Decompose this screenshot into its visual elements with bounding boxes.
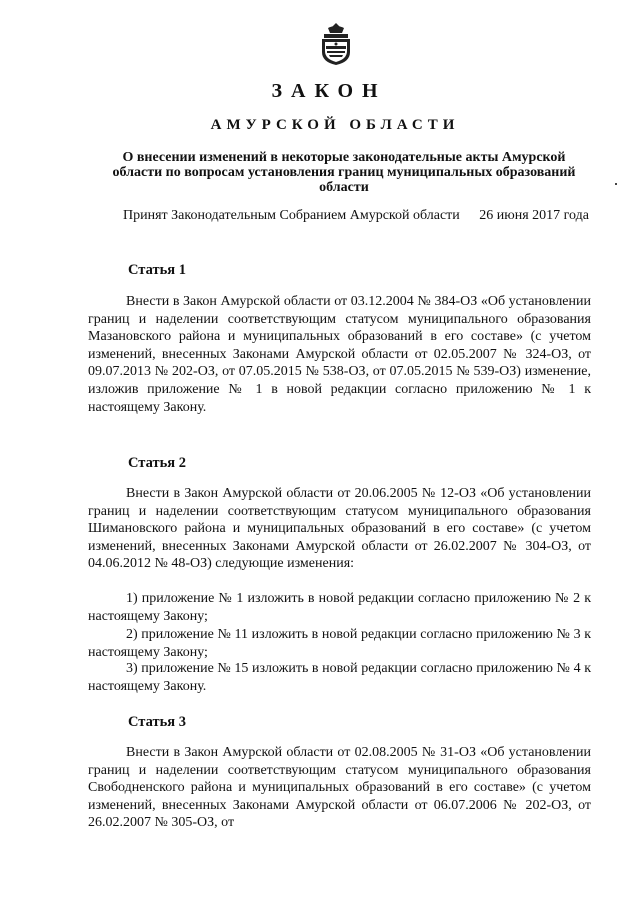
article-2-item-1: 1) приложение № 1 изложить в новой редакции согласно приложению № 2 к настоящему Закону; xyxy=(88,591,591,624)
adopted-date: 26 июня 2017 года xyxy=(479,208,589,223)
coat-of-arms-emblem-icon xyxy=(318,22,354,66)
article-3-heading: Статья 3 xyxy=(128,714,186,730)
article-1-text: Внести в Закон Амурской области от 03.12.2004 № 384-ОЗ «Об установлении границ и наделении соответствующим статусом муниципального образования Мазановского района и муниципальных образований в его составе» (с учетом изменений, внесенных Законами Амурской области от 02.05.2007 № 324-ОЗ, от 09.07.2013 № 202-ОЗ, от 07.05.2015 № 538-ОЗ, от 07.05.2015 № 539-ОЗ) изменение, изложив приложение № 1 в новой редакции согласно приложению № 1 к настоящему Закону. xyxy=(88,294,591,415)
scan-speck xyxy=(615,183,617,185)
article-3-text: Внести в Закон Амурской области от 02.08.2005 № 31-ОЗ «Об установлении границ и наделении соответствующим статусом муниципального образования Свободненского района и муниципальных образований в его составе» (с учетом изменений, внесенных Законами Амурской области от 06.07.2006 № 202-ОЗ, от 26.02.2007 № 305-ОЗ, от xyxy=(88,745,591,831)
adopted-by: Принят Законодательным Собранием Амурской области xyxy=(123,208,460,223)
adoption-line xyxy=(123,208,589,224)
article-2-text: Внести в Закон Амурской области от 20.06.2005 № 12-ОЗ «Об установлении границ и наделении соответствующим статусом муниципального образования Шимановского района и муниципальных образований в его составе» (с учетом изменений, внесенных Законами Амурской области от 26.02.2007 № 304-ОЗ, от 04.06.2012 № 48-ОЗ) следующие изменения: xyxy=(88,486,591,572)
region-title: АМУРСКОЙ ОБЛАСТИ xyxy=(210,117,460,133)
article-2-heading: Статья 2 xyxy=(128,455,186,471)
law-subject: О внесении изменений в некоторые законодательные акты Амурской области по вопросам установления границ муниципальных образований области xyxy=(112,150,576,195)
law-title: ЗАКОН xyxy=(271,80,387,102)
article-1-heading: Статья 1 xyxy=(128,262,186,278)
article-2-item-2: 2) приложение № 11 изложить в новой редакции согласно приложению № 3 к настоящему Закону; xyxy=(88,627,591,660)
article-2-item-3: 3) приложение № 15 изложить в новой редакции согласно приложению № 4 к настоящему Закону. xyxy=(88,661,591,694)
